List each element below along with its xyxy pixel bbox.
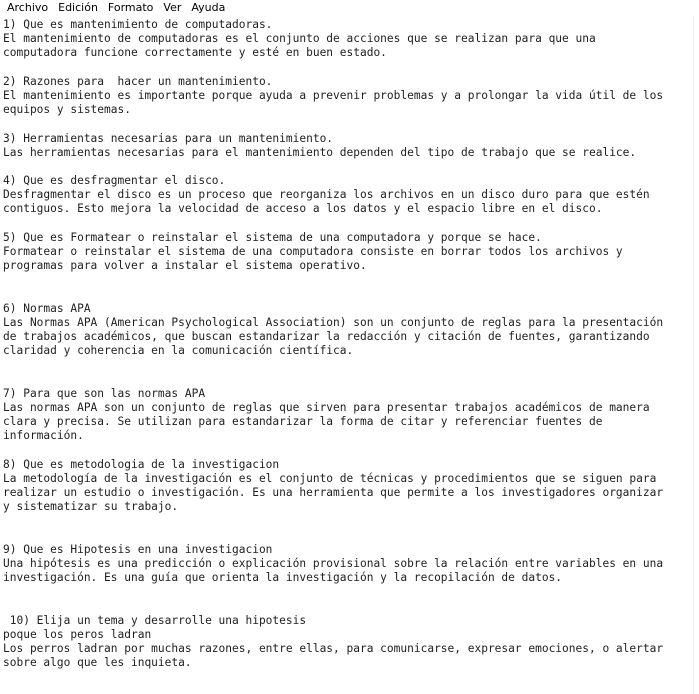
menu-ver[interactable]: Ver (163, 1, 182, 14)
document-text[interactable] (0, 16, 693, 671)
text-line (3, 61, 693, 75)
text-line: 10) Elija un tema y desarrolle una hipotesis (3, 613, 307, 627)
text-line: 2) Razones para hacer un mantenimiento. (3, 74, 273, 88)
text-line: La metodología de la investigación es el conjunto de técnicas y procedimientos que se siguen para (3, 472, 657, 485)
text-line: 4) Que es desfragmentar el disco. (3, 174, 226, 188)
text-line: 7) Para que son las normas APA (3, 386, 206, 400)
text-line (3, 359, 693, 373)
text-line: computadora funcione correctamente y esté en buen estado. (3, 46, 387, 60)
text-line: y sistematizar su trabajo. (3, 500, 179, 514)
text-line: clara y precisa. Se utilizan para estandarizar la forma de citar y referenciar fuentes de (3, 415, 603, 429)
text-line (3, 529, 693, 543)
text-line: 1) Que es mantenimiento de computadoras. (3, 18, 273, 31)
text-line: Desfragmentar el disco es un proceso que reorganiza los archivos en un disco duro para que estén (3, 188, 650, 202)
text-line (3, 288, 693, 302)
text-line (3, 586, 693, 600)
text-editor[interactable] (0, 16, 693, 694)
text-line (3, 444, 693, 458)
text-line: Las Normas APA (American Psychological Association) son un conjunto de reglas para la presentación (3, 315, 664, 329)
text-line (3, 217, 693, 231)
text-line: claridad y coherencia en la comunicación científica. (3, 344, 354, 358)
text-line: El mantenimiento de computadoras es el conjunto de acciones que se realizan para que una (3, 32, 596, 46)
text-line: 8) Que es metodologia de la investigacion (3, 457, 280, 471)
menu-edicion[interactable]: Edición (58, 1, 98, 14)
text-line: programas para volver a instalar el sistema operativo. (3, 259, 367, 273)
text-line (3, 600, 693, 614)
text-line: El mantenimiento es importante porque ayuda a prevenir problemas y a prolongar la vida útil de los (3, 88, 664, 102)
text-line: Las herramientas necesarias para el mantenimiento dependen del tipo de trabajo que se realice. (3, 145, 637, 159)
text-line: 5) Que es Formatear o reinstalar el sistema de una computadora y porque se hace. (3, 230, 542, 244)
text-line (3, 373, 693, 387)
text-line (3, 160, 693, 174)
text-line: equipos y sistemas. (3, 103, 131, 117)
text-line: poque los peros ladran (3, 628, 152, 642)
menu-formato[interactable]: Formato (107, 1, 154, 14)
text-line: Los perros ladran por muchas razones, entre ellas, para comunicarse, expresar emociones, o alertar (3, 642, 664, 656)
text-line (3, 273, 693, 287)
text-line: contiguos. Esto mejora la velocidad de acceso a los datos y el espacio libre en el disco. (3, 202, 603, 216)
text-line: información. (3, 429, 84, 443)
menu-archivo[interactable]: Archivo (7, 1, 49, 14)
text-line: 6) Normas APA (3, 301, 91, 315)
text-line: 9) Que es Hipotesis en una investigacion (3, 542, 273, 556)
text-line: 3) Herramientas necesarias para un mantenimiento. (3, 131, 334, 145)
text-line: investigación. Es una guía que orienta la investigación y la recopilación de datos. (3, 571, 563, 585)
text-line: de trabajos académicos, que buscan estandarizar la redacción y citación de fuentes, garantizando (3, 330, 650, 344)
text-line (3, 515, 693, 529)
vertical-scrollbar[interactable] (693, 16, 699, 694)
text-line: Formatear o reinstalar el sistema de una computadora consiste en borrar todos los archivos y (3, 245, 623, 258)
text-line (3, 117, 693, 131)
text-line: Las normas APA son un conjunto de reglas que sirven para presentar trabajos académicos de manera (3, 401, 650, 415)
text-line: sobre algo que les inquieta. (3, 656, 192, 670)
text-line: Una hipótesis es una predicción o explicación provisional sobre la relación entre variables en una (3, 557, 664, 571)
menu-bar (0, 0, 699, 15)
menu-ayuda[interactable]: Ayuda (191, 1, 226, 14)
text-line: realizar un estudio o investigación. Es una herramienta que permite a los investigadores organizar (3, 486, 664, 500)
